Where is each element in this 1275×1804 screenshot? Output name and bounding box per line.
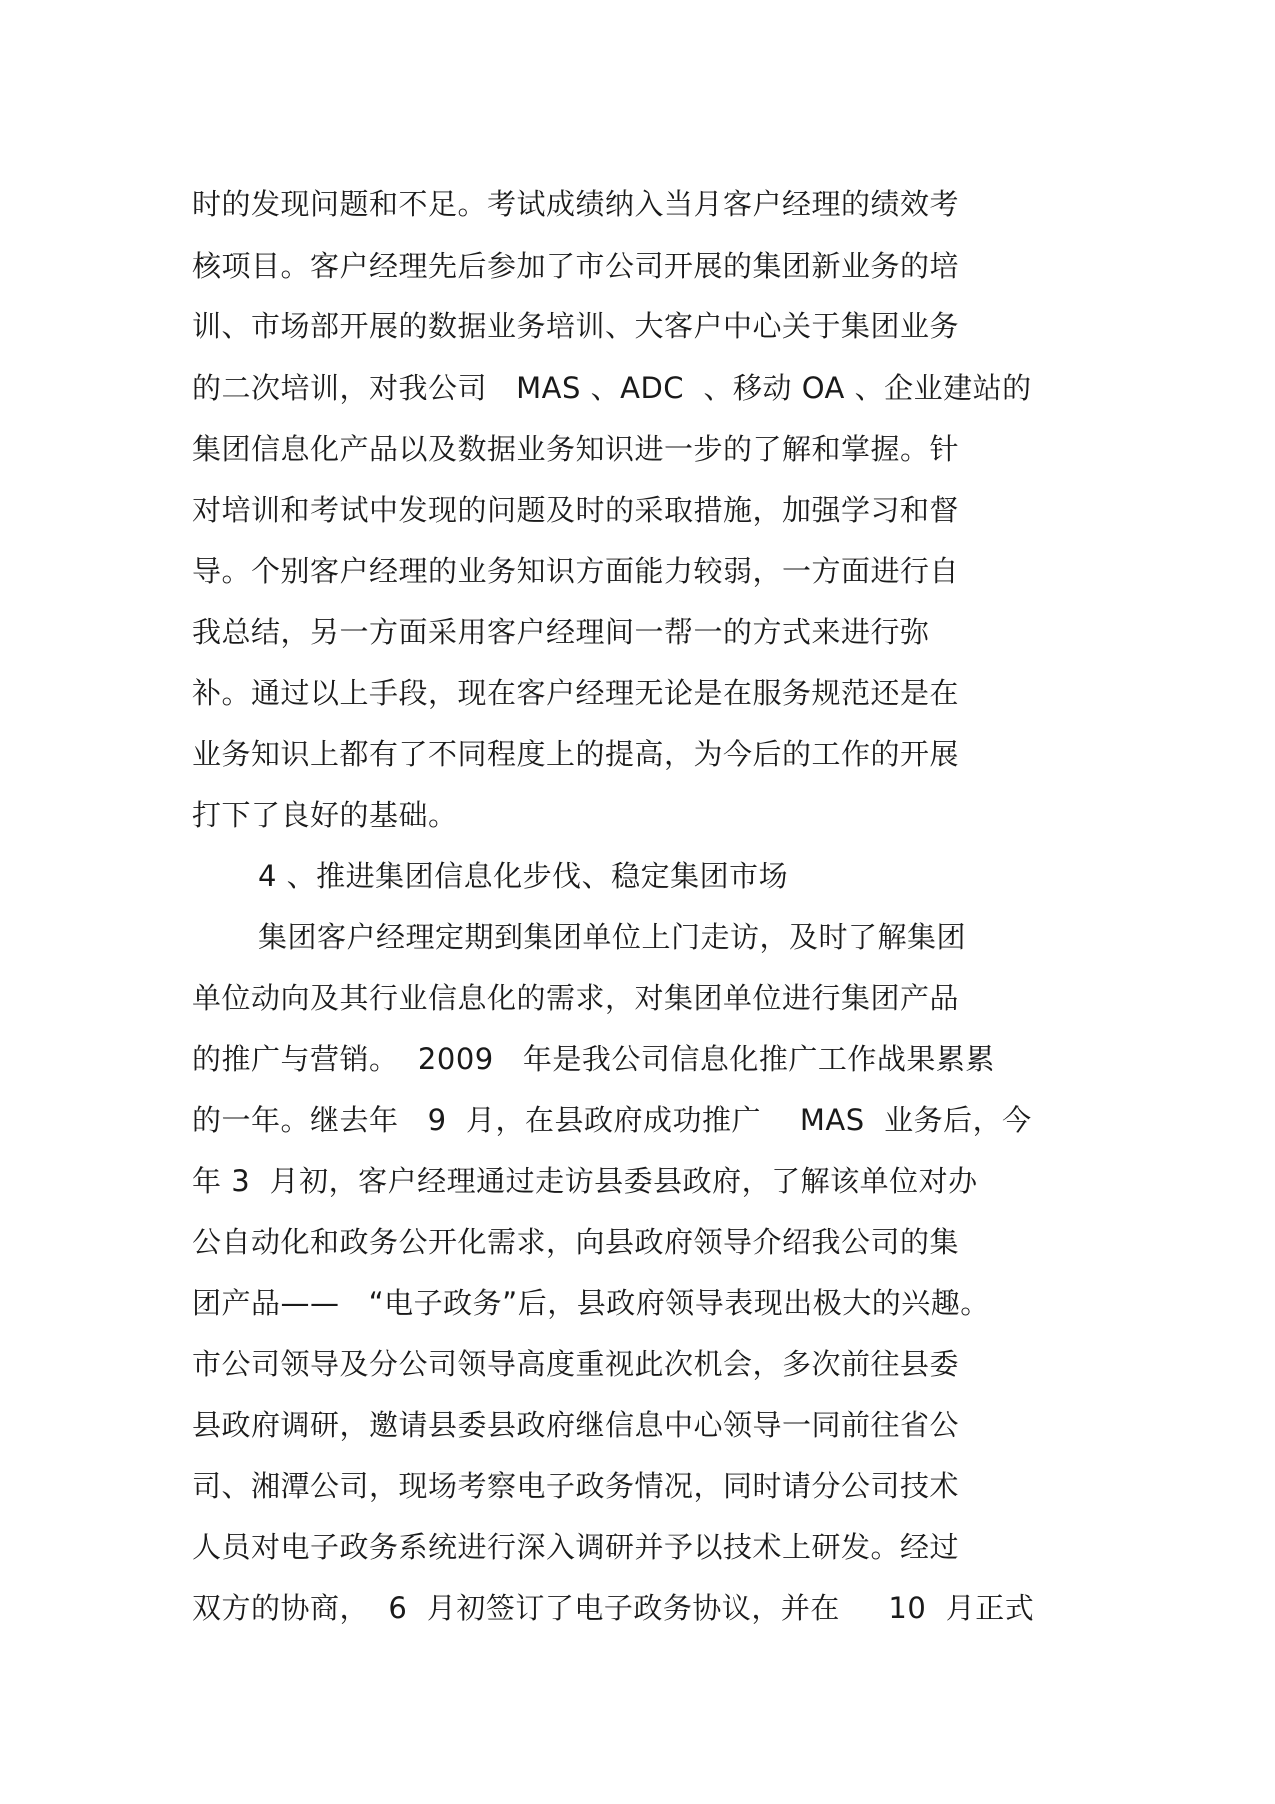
text-line: 打下了良好的基础。 bbox=[192, 798, 458, 832]
text-line: 集团信息化产品以及数据业务知识进一步的了解和掌握。针 bbox=[192, 432, 960, 466]
text-line: 我总结，另一方面采用客户经理间一帮一的方式来进行弥 bbox=[192, 615, 930, 649]
text-line: 双方的协商， 6 月初签订了电子政务协议，并在 10 月正式 bbox=[192, 1591, 1035, 1625]
text-line: 的二次培训，对我公司 MAS 、ADC 、移动 OA 、企业建站的 bbox=[192, 371, 1032, 405]
text-line: 的推广与营销。 2009 年是我公司信息化推广工作战果累累 bbox=[192, 1042, 995, 1076]
text-line: 公自动化和政务公开化需求，向县政府领导介绍我公司的集 bbox=[192, 1225, 960, 1259]
text-line: 导。个别客户经理的业务知识方面能力较弱，一方面进行自 bbox=[192, 554, 960, 588]
text-line: 的一年。继去年 9 月，在县政府成功推广 MAS 业务后，今 bbox=[192, 1103, 1032, 1137]
text-line: 对培训和考试中发现的问题及时的采取措施，加强学习和督 bbox=[192, 493, 960, 527]
text-line: 县政府调研，邀请县委县政府继信息中心领导一同前往省公 bbox=[192, 1408, 960, 1442]
text-line: 年 3 月初，客户经理通过走访县委县政府，了解该单位对办 bbox=[192, 1164, 978, 1198]
text-line: 时的发现问题和不足。考试成绩纳入当月客户经理的绩效考 bbox=[192, 187, 960, 221]
text-line: 司、湘潭公司，现场考察电子政务情况，同时请分公司技术 bbox=[192, 1469, 960, 1503]
text-line: 集团客户经理定期到集团单位上门走访，及时了解集团 bbox=[258, 920, 967, 954]
section-heading: 4 、推进集团信息化步伐、稳定集团市场 bbox=[258, 859, 789, 893]
text-line: 业务知识上都有了不同程度上的提高，为今后的工作的开展 bbox=[192, 737, 960, 771]
text-line: 补。通过以上手段，现在客户经理无论是在服务规范还是在 bbox=[192, 676, 960, 710]
text-line: 人员对电子政务系统进行深入调研并予以技术上研发。经过 bbox=[192, 1530, 960, 1564]
text-line: 核项目。客户经理先后参加了市公司开展的集团新业务的培 bbox=[192, 249, 960, 283]
text-line: 市公司领导及分公司领导高度重视此次机会，多次前往县委 bbox=[192, 1347, 960, 1381]
text-line: 单位动向及其行业信息化的需求，对集团单位进行集团产品 bbox=[192, 981, 960, 1015]
text-line: 训、市场部开展的数据业务培训、大客户中心关于集团业务 bbox=[192, 309, 960, 343]
text-line: 团产品—— “电子政务”后，县政府领导表现出极大的兴趣。 bbox=[192, 1286, 990, 1320]
